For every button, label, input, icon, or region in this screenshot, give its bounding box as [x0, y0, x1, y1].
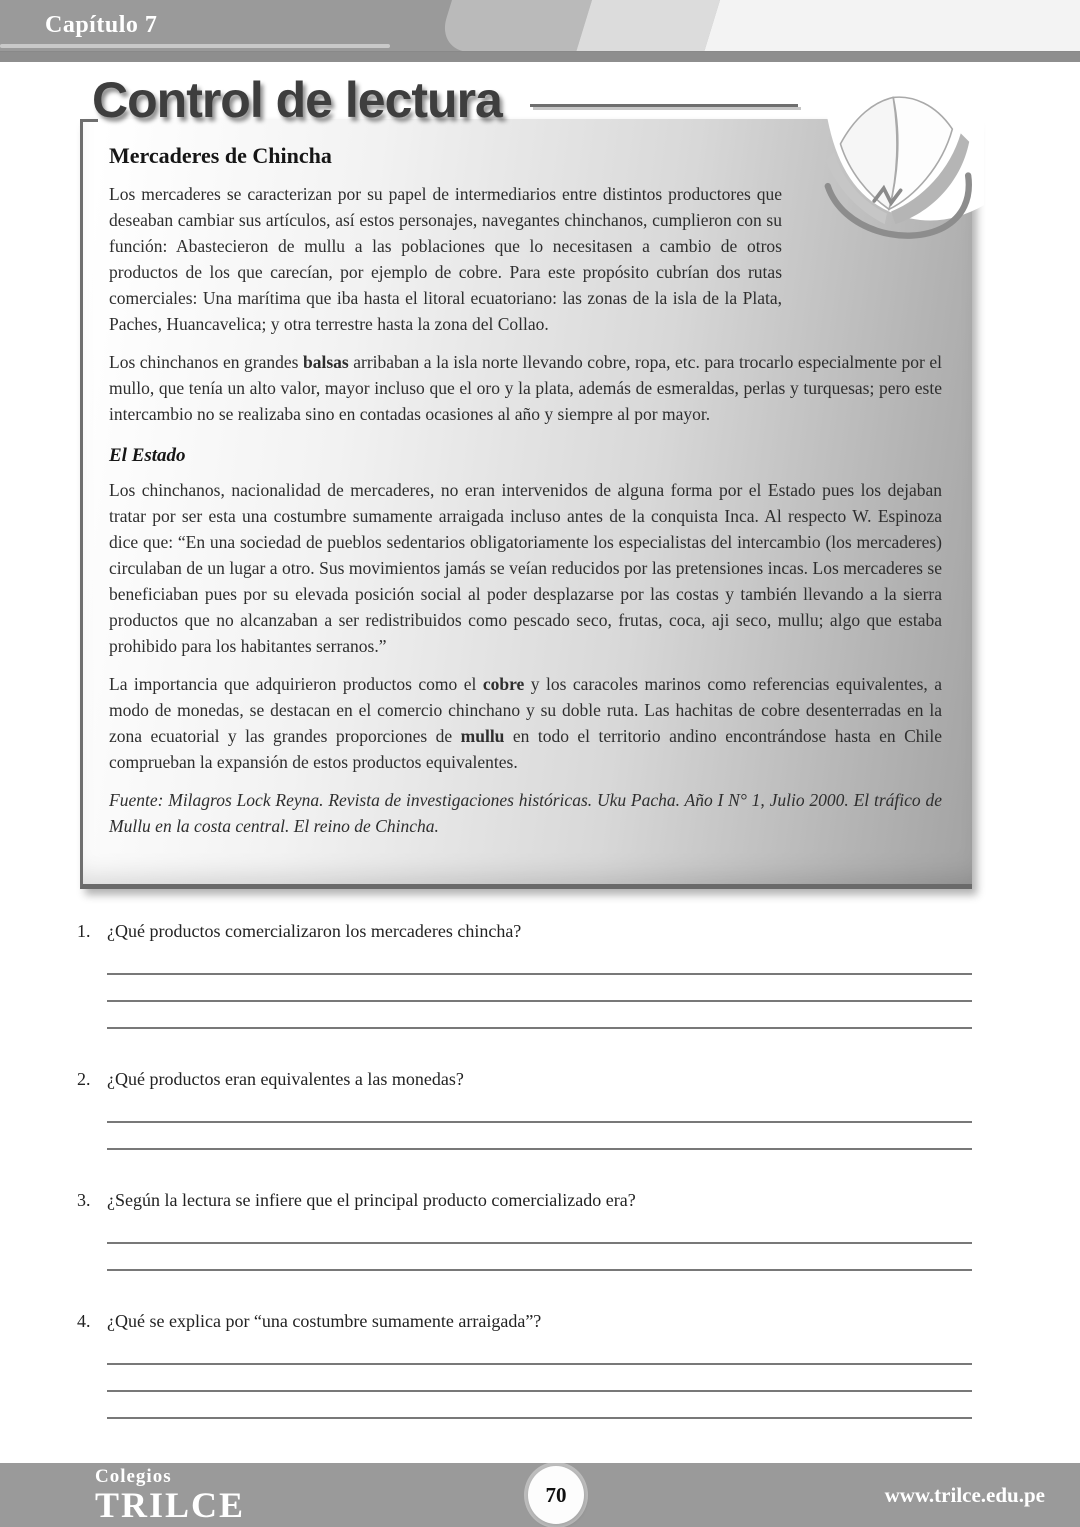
question-text: ¿Qué productos eran equivalentes a las monedas?	[107, 1068, 464, 1089]
reading-paragraph-4	[109, 671, 942, 775]
answer-lines	[107, 1090, 972, 1150]
question-number: 4.	[77, 1310, 91, 1331]
answer-line	[107, 1244, 972, 1271]
answer-line	[107, 1090, 972, 1123]
answer-line	[107, 1211, 972, 1244]
paragraph-4-post: en todo el territorio andino encontrándose hasta en Chile comprueban la expansión de estos productos equivalentes.	[109, 725, 942, 772]
question-number: 1.	[77, 920, 91, 941]
page-number-badge	[528, 1466, 584, 1524]
title-rule	[530, 104, 798, 107]
questions	[77, 921, 972, 1419]
question-text: ¿Según la lectura se infiere que el principal producto comercializado era?	[107, 1189, 636, 1210]
question-item	[77, 1069, 972, 1150]
answer-line	[107, 1365, 972, 1392]
answer-line	[107, 1332, 972, 1365]
question-item	[77, 1311, 972, 1419]
header-diagonal-1	[436, 0, 592, 52]
question-item	[77, 1190, 972, 1271]
brand-logo	[95, 1467, 245, 1523]
chapter-underline	[0, 44, 390, 48]
answer-line	[107, 975, 972, 1002]
page-title: Control de lectura	[92, 72, 502, 128]
answer-line	[107, 1392, 972, 1419]
brand-name-large: TRILCE	[95, 1485, 246, 1525]
reading-paragraph-2	[109, 349, 942, 427]
answer-line	[107, 1002, 972, 1029]
paragraph-2-bold: balsas	[302, 351, 349, 372]
reading-heading: Mercaderes de Chincha	[109, 142, 332, 168]
header-diagonal-3	[704, 0, 1080, 52]
reading-paragraph-3: Los chinchanos, nacionalidad de mercaderes, no eran intervenidos de alguna forma por el Estado pues los dejaban tratar por ser esta una costumbre sumamente arraigada incluso antes de la conquista Inca. Al respecto W. Espinoza dice que: “En una sociedad de pueblos sedentarios obligatoriamente los especialistas del intercambio (los mercaderes) circulaban de un lugar a otro. Sus movimientos jamás se veían reducidos por las pretensiones incas. Los mercaderes se beneficiaban pues por su elevada posición social al poder desplazarse por las costas y también llevando a la sierra productos que no alcanzaban a ser redistribuidos como pescado seco, frutas, coca, aji seco, mullu; algo que estaba prohibido para los habitantes serranos.”	[109, 479, 942, 656]
answer-lines	[107, 1211, 972, 1271]
paragraph-4-mid: y los caracoles marinos como referencias equivalentes, a modo de monedas, se destacan en el comercio chinchano y su doble ruta. Las hachitas de cobre desenterradas en la zona ecuatorial y las grandes proporciones de	[109, 673, 942, 746]
header-diagonal-2	[576, 0, 720, 52]
paragraph-4-bold-2: mullu	[460, 725, 505, 746]
reading-subheading: El Estado	[109, 444, 186, 466]
reading-source: Fuente: Milagros Lock Reyna. Revista de investigaciones históricas. Uku Pacha. Año I N° 1, Julio 2000. El tráfico de Mullu en la costa central. El reino de Chincha.	[109, 789, 942, 836]
paragraph-2-post: arribaban a la isla norte llevando cobre, ropa, etc. para trocarlo especialmente por el mullo, que tenía un alto valor, mayor incluso que el oro y la plata, además de esmeraldas, perlas y turquesas; pero este intercambio no se realizaba sino en contadas ocasiones al año y siempre al por mayor.	[109, 351, 942, 424]
question-number: 3.	[77, 1189, 91, 1210]
brand-name-small: Colegios	[95, 1466, 172, 1487]
paragraph-4-bold-1: cobre	[482, 673, 525, 694]
footer-bar	[0, 1463, 1080, 1527]
question-text: ¿Qué productos comercializaron los mercaderes chincha?	[107, 920, 522, 941]
page-number: 70	[545, 1482, 567, 1507]
paragraph-4-pre: La importancia que adquirieron productos como el	[109, 673, 483, 694]
paragraph-2-pre: Los chinchanos en grandes	[109, 351, 303, 372]
reading-box	[80, 119, 972, 889]
answer-lines	[107, 942, 972, 1029]
website-url: www.trilce.edu.pe	[884, 1482, 1045, 1507]
answer-line	[107, 1123, 972, 1150]
reading-paragraph-1: Los mercaderes se caracterizan por su papel de intermediarios entre distintos productores que deseaban cambiar sus artículos, así estos personajes, navegantes chinchanos, cumplieron con su función: Abastecieron de mullu a las poblaciones que lo necesitasen a cambio de otros productos de los que carecían, por ejemplo de cobre. Para este propósito cubrían dos rutas comerciales: Una marítima que iba hasta el litoral ecuatoriano: las zonas de la isla de la Plata, Paches, Huancavelica; y otra terrestre hasta la zona del Collao.	[109, 183, 782, 334]
answer-line	[107, 942, 972, 975]
answer-lines	[107, 1332, 972, 1419]
chapter-label: Capítulo 7	[45, 12, 158, 38]
header-bar	[0, 0, 1080, 62]
question-text: ¿Qué se explica por “una costumbre sumamente arraigada”?	[107, 1310, 542, 1331]
book-float	[800, 141, 950, 283]
question-number: 2.	[77, 1068, 91, 1089]
title-row	[92, 74, 1080, 127]
header-strip	[0, 51, 1080, 62]
question-item	[77, 921, 972, 1029]
